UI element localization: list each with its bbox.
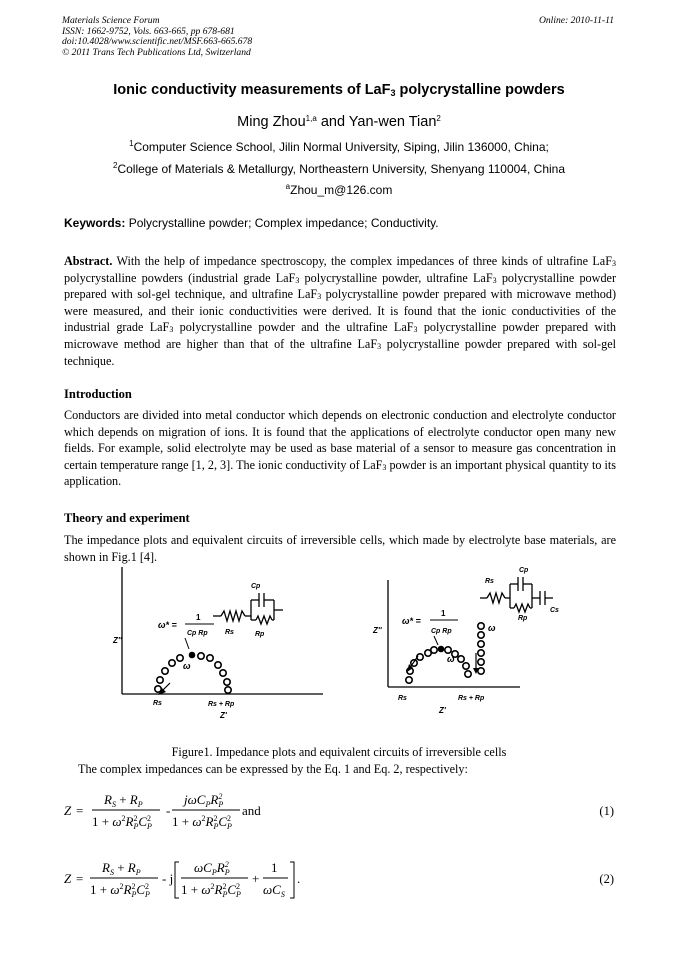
introduction-body: Conductors are divided into metal conductor which depends on electronic conduction and electrolyte conductor which depends on migration of ions. It is found that the applications of electrolyte conductor open many new fields. For example, solid electrolyte may be used as base material of a sensor to measure gas concentration in certain temperature range [1, 2, 3]. The ionic conductivity of LaF$_3$ powder is an important physical quantity to its application. <box>64 408 617 489</box>
right-circuit-cp: Cp <box>519 567 529 574</box>
journal-name: Materials Science Forum <box>62 15 160 26</box>
equation-2 <box>60 856 360 902</box>
author-sep: and <box>316 114 349 130</box>
svg-text:ωCPR2P: $\omega C_PR^2$ P <box>194 860 230 877</box>
issn-line: ISSN: 1662-9752, Vols. 663-665, pp 678-681 <box>62 25 235 37</box>
author-2: Yan-wen Tian <box>348 114 437 130</box>
left-circuit-rs: Rs <box>225 629 234 636</box>
left-circuit-cp: Cp <box>251 583 261 590</box>
svg-text:=: = <box>76 871 84 886</box>
email-sup: a <box>285 182 291 191</box>
svg-text:Z: Z <box>64 871 72 886</box>
left-rsrp-label: Rs + Rp <box>208 701 235 708</box>
equation-1 <box>60 788 300 834</box>
right-peak-point <box>438 646 445 653</box>
arc-point <box>215 662 221 668</box>
arc-point <box>198 653 204 659</box>
arc-point <box>478 623 484 629</box>
introduction-text <box>64 407 616 490</box>
affiliation-1 <box>0 139 678 154</box>
equation-intro: The complex impedances can be expressed by the Eq. 1 and Eq. 2, respectively: <box>78 762 468 776</box>
arc-point <box>207 655 213 661</box>
email-text: Zhou_m@126.com <box>290 183 393 197</box>
arc-point <box>224 679 230 685</box>
svg-text:1 + ω2R2PC2P: $1 + \omega^2R^2$ $PC^2$ P <box>172 814 232 831</box>
arc-point <box>478 641 484 647</box>
right-circuit-rs: Rs <box>485 578 494 585</box>
affiliation-1-text: Computer Science School, Jilin Normal University, Siping, Jilin 136000, China; <box>133 140 549 154</box>
svg-text:-: - <box>166 803 171 818</box>
right-cprp: Cp Rp <box>431 628 452 635</box>
arc-point <box>478 659 484 665</box>
left-equivalent-circuit <box>213 593 283 624</box>
right-one: 1 <box>441 609 446 618</box>
copyright-line: © 2011 Trans Tech Publications Ltd, Switzerland <box>62 46 251 58</box>
figure-1 <box>0 560 678 740</box>
svg-text:1: 1 <box>271 860 278 875</box>
arc-point <box>463 663 469 669</box>
arc-point <box>406 677 412 683</box>
right-omega-star: ω* = <box>402 616 421 626</box>
eq1-number: (1) <box>599 804 614 818</box>
arc-point <box>157 677 163 683</box>
abstract-text: With the help of impedance spectroscopy, the complex impedances of three kinds of ultrafine LaF$_3$ polycrystalline powders (industrial grade LaF$_3$ polycrystalline powder, ultrafine LaF$_3$ polycrystalline powder prepared with sol-gel technique, and ultrafine LaF$_3$ polycrystalline powder prepared with microwave method) were measured, and their ionic conductivities were derived. It is found that the ionic conductivities of the industrial grade LaF$_3$ polycrystalline powder and the ultrafine LaF$_3$ polycrystalline powder prepared with microwave method are higher than that of the ultrafine LaF$_3$ polycrystalline powder prepared with sol-gel technique. <box>64 254 617 368</box>
affiliation-2 <box>0 161 678 176</box>
left-omega-star: ω* = <box>158 620 177 630</box>
figure-caption: Figure1. Impedance plots and equivalent circuits of irreversible cells <box>171 745 507 759</box>
introduction-heading: Introduction <box>64 387 132 401</box>
eq1-and: and <box>242 803 261 818</box>
eq2-number: (2) <box>599 872 614 886</box>
left-rs-label: Rs <box>153 700 162 707</box>
svg-text:+: + <box>252 871 260 886</box>
left-y-label: Z'' <box>113 636 122 645</box>
arc-point <box>445 647 451 653</box>
svg-text:Z: Z <box>64 803 72 818</box>
arc-point <box>220 670 226 676</box>
author-1-sup: 1,a <box>305 114 317 123</box>
affiliation-2-text: College of Materials & Metallurgy, Northeastern University, Shenyang 110004, China <box>117 162 565 176</box>
right-impedance-plot <box>372 567 559 715</box>
arc-point <box>169 660 175 666</box>
left-impedance-plot <box>112 567 323 720</box>
right-rsrp-label: Rs + Rp <box>458 695 485 702</box>
left-x-label: Z' <box>220 711 227 720</box>
theory-heading: Theory and experiment <box>64 511 190 525</box>
right-omega-1: ω <box>447 654 455 664</box>
svg-text:1 + ω2R2PC2P: $1 + \omega^2R^2$ $PC^2$ P <box>181 882 241 899</box>
arc-point <box>225 687 231 693</box>
arc-point <box>458 656 464 662</box>
arc-point <box>478 668 484 674</box>
abstract-label: Abstract. <box>64 254 113 268</box>
svg-text:RS + RP: $R_S + R_P$ <box>102 860 141 877</box>
right-x-label: Z' <box>439 706 446 715</box>
right-circuit-cs: Cs <box>550 607 559 614</box>
arc-point <box>478 632 484 638</box>
email-line <box>0 182 678 197</box>
left-one: 1 <box>196 613 201 622</box>
title-text: Ionic conductivity measurements of LaF$_3$ polycrystalline powders <box>113 82 565 98</box>
svg-text:1 + ω2R2PC2P: $1 + \omega^2R^2$ $PC^2$ P <box>90 882 150 899</box>
left-cprp: Cp Rp <box>187 630 208 637</box>
author-line <box>0 114 678 130</box>
svg-text:1 + ω2R2PC2P: $1 + \omega^2R^2$ $PC^2$ P <box>92 814 152 831</box>
left-peak-point <box>189 652 196 659</box>
keywords-label: Keywords: <box>64 216 126 230</box>
affiliation-1-sup: 1 <box>129 139 134 148</box>
keywords <box>64 216 616 230</box>
svg-text:=: = <box>76 803 84 818</box>
right-circuit-rp: Rp <box>518 615 528 622</box>
online-date: Online: 2010-11-11 <box>538 15 614 26</box>
right-y-label: Z'' <box>373 626 382 635</box>
doi-line: doi:10.4028/www.scientific.net/MSF.663-665.678 <box>62 36 253 47</box>
arc-point <box>465 671 471 677</box>
right-omega-2: ω <box>488 623 496 633</box>
svg-text:- j: - j <box>162 871 174 886</box>
svg-text:.: . <box>297 871 301 886</box>
left-omega: ω <box>183 661 191 671</box>
left-circuit-rp: Rp <box>255 631 265 638</box>
svg-text:ωCS: $\omega C_S$ <box>263 882 285 899</box>
theory-body: The impedance plots and equivalent circuits of irreversible cells, which made by electrolyte base materials, are shown in Fig.1 [4]. <box>64 533 616 564</box>
svg-text:RS + RP: $R_S + R_P$ <box>104 792 143 809</box>
right-rs-label: Rs <box>398 695 407 702</box>
affiliation-2-sup: 2 <box>112 161 118 170</box>
arc-point <box>431 647 437 653</box>
author-2-sup: 2 <box>436 114 441 123</box>
keywords-text: Polycrystalline powder; Complex impedance; Conductivity. <box>128 216 439 230</box>
arc-point <box>162 668 168 674</box>
svg-text:jωCPR2P: $j\omega C_PR^2$ P <box>184 792 224 809</box>
journal-header <box>62 16 252 58</box>
paper-title <box>0 82 678 98</box>
abstract <box>64 253 616 369</box>
author-1: Ming Zhou <box>237 114 306 130</box>
arc-point <box>478 650 484 656</box>
